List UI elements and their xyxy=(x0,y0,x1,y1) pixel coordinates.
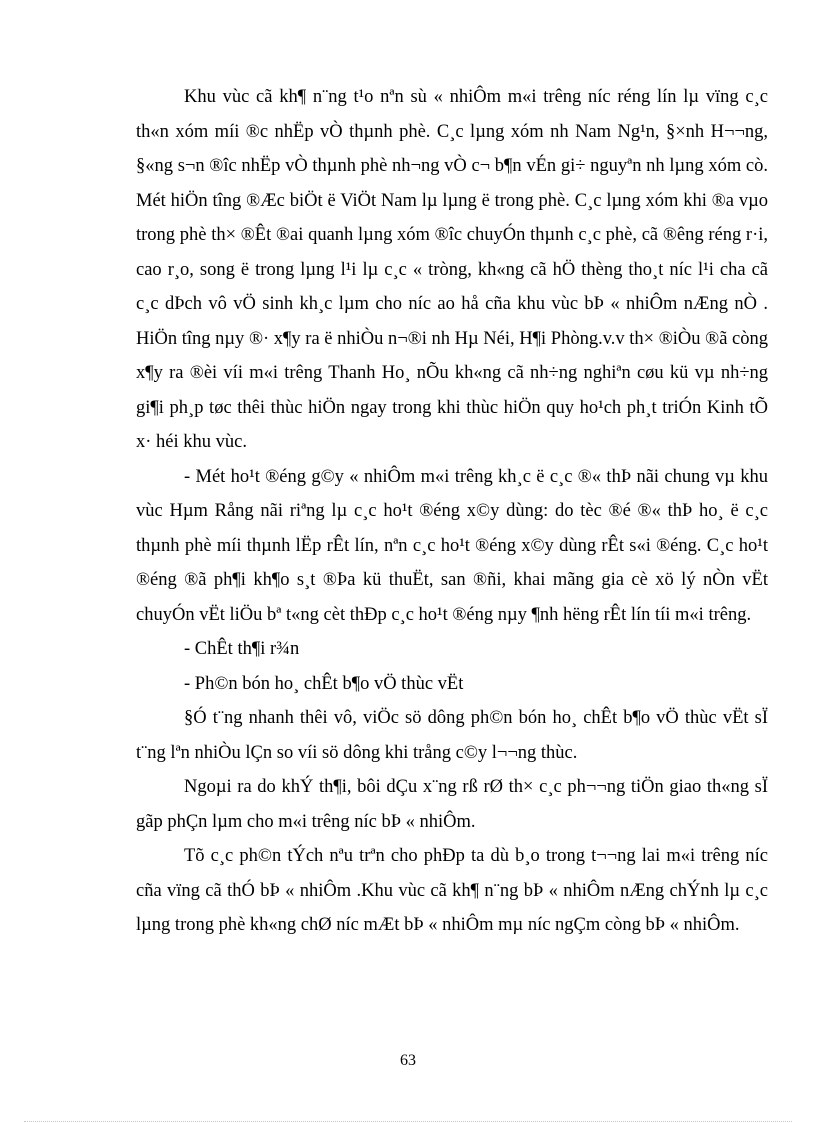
page-number: 63 xyxy=(400,1052,416,1069)
list-item-solid-waste: - ChÊt th¶i r¾n xyxy=(184,639,300,659)
paragraph-1: Khu vùc cã kh¶ n¨ng t¹o nªn sù « nhiÔm m«i trêng níc réng lín lµ vïng c¸c th«n xóm míi ®c nhËp vÒ thµnh phè. C¸c lµng xóm nh Nam Ng¹n, §×nh H¬¬ng, §«ng s¬n ®îc nhËp vÒ thµnh phè nh¬ng vÒ c¬ b¶n vÉn gi÷ nguyªn nh lµng xóm cò. Mét hiÖn tîng ®Æc biÖt ë ViÖt Nam lµ lµng ë trong phè. C¸c lµng xóm khi ®a vµo trong phè th× ®Êt ®ai quanh lµng xóm ®îc chuyÓn thµnh c¸c phè, cã ®êng réng r·i, cao r¸o, song ë trong lµng l¹i lµ c¸c « tròng, kh«ng cã hÖ thèng tho¸t níc l¹i cha cã c¸c dÞch vô vÖ sinh kh¸c lµm cho níc ao hå cña khu vùc bÞ « nhiÔm nÆng nÒ . HiÖn tîng nµy ®· x¶y ra ë nhiÒu n¬®i nh Hµ Néi, H¶i Phòng.v.v th× ®iÒu ®ã còng x¶y ra ®èi víi m«i trêng Thanh Ho¸ nÕu kh«ng cã nh÷ng nghiªn cøu kü vµ nh÷ng gi¶i ph¸p tøc thêi thùc hiÖn ngay trong khi thùc hiÖn quy ho¹ch ph¸t triÓn Kinh tÕ x· héi khu vùc. xyxy=(136,87,768,452)
bottom-divider xyxy=(24,1121,792,1122)
paragraph-4: Ngoµi ra do khÝ th¶i, bôi dÇu x¨ng rß rØ th× c¸c ph¬¬ng tiÖn giao th«ng sÏ gãp phÇn lµm cho m«i trêng níc bÞ « nhiÔm. xyxy=(136,777,768,832)
list-item-fertilizer: - Ph©n bón ho¸ chÊt b¶o vÖ thùc vËt xyxy=(184,673,464,694)
paragraph-2: - Mét ho¹t ®éng g©y « nhiÔm m«i trêng kh¸c ë c¸c ®« thÞ nãi chung vµ khu vùc Hµm Rång nãi riªng lµ c¸c ho¹t ®éng x©y dùng: do tèc ®é ®« thÞ ho¸ ë c¸c thµnh phè míi thµnh lËp rÊt lín, nªn c¸c ho¹t ®éng x©y dùng rÊt s«i ®éng. C¸c ho¹t ®éng ®ã ph¶i kh¶o s¸t ®Þa kü thuËt, san ®ñi, khai mãng gia cè xö lý nÒn vËt chuyÓn vËt liÖu bª t«ng cèt thÐp c¸c ho¹t ®éng nµy ¶nh hëng rÊt lín tíi m«i trêng. xyxy=(136,466,768,625)
body-text xyxy=(136,80,768,943)
paragraph-5: Tõ c¸c ph©n tÝch nªu trªn cho phÐp ta dù b¸o trong t¬¬ng lai m«i trêng níc cña vïng cã thÓ bÞ « nhiÔm .Khu vùc cã kh¶ n¨ng bÞ « nhiÔm nÆng chÝnh lµ c¸c lµng trong phè kh«ng chØ níc mÆt bÞ « nhiÔm mµ níc ngÇm còng bÞ « nhiÔm. xyxy=(136,846,768,935)
paragraph-3: §Ó t¨ng nhanh thêi vô, viÖc sö dông ph©n bón ho¸ chÊt b¶o vÖ thùc vËt sÏ t¨ng lªn nhiÒu lÇn so víi sö dông khi trång c©y l¬¬ng thùc. xyxy=(136,708,768,763)
